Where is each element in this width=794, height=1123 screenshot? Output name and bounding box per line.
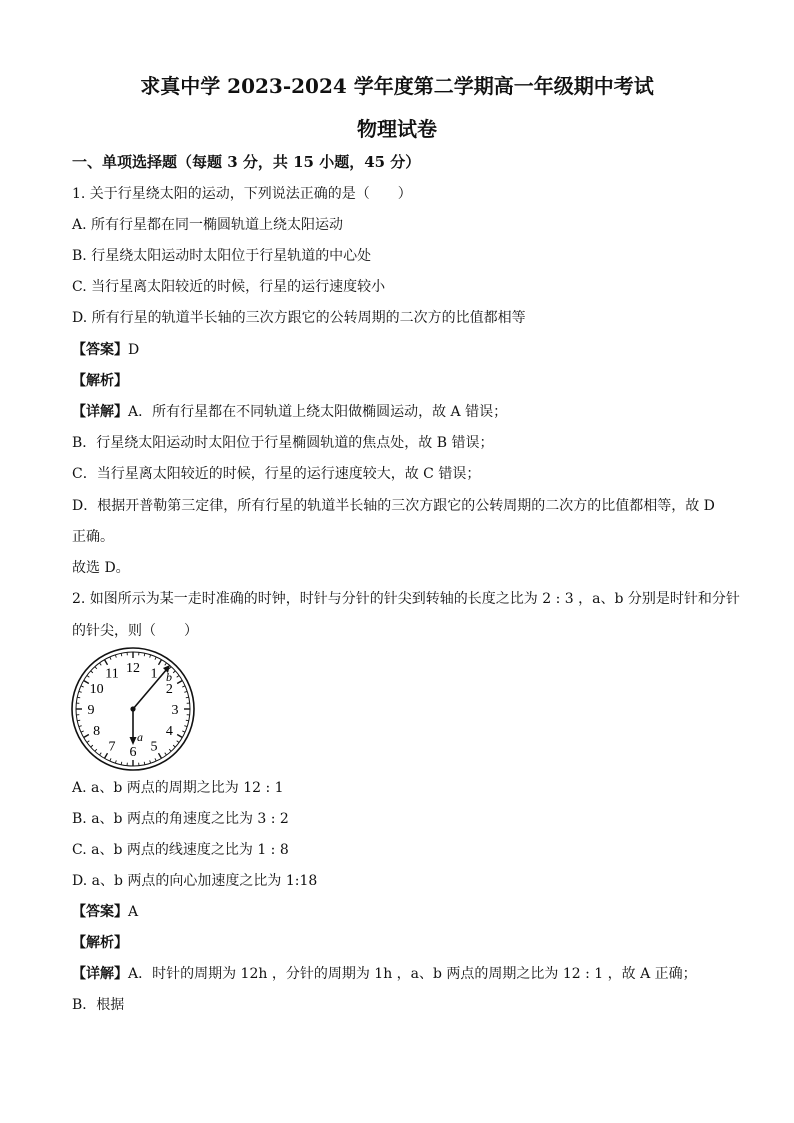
detail-text: A．时针的周期为 12h ，分针的周期为 1h ，a、b 两点的周期之比为 12 : 1 ，故 A 正确；: [128, 966, 697, 982]
q1-stem: 1. 关于行星绕太阳的运动，下列说法正确的是（ ）: [72, 186, 412, 202]
clock-tick: [84, 735, 89, 738]
clock-number: 1: [150, 666, 158, 682]
exam-subtitle: 物理试卷: [357, 117, 437, 141]
q1-detail-line: C．当行星离太阳较近的时候，行星的运行速度较大，故 C 错误；: [72, 466, 481, 482]
q1-analysis-label: 【解析】: [72, 373, 128, 389]
q1-detail-line: B．行星绕太阳运动时太阳位于行星椭圆轨道的焦点处，故 B 错误；: [72, 435, 494, 451]
clock-number: 5: [150, 739, 158, 755]
answer-label: 【答案】: [72, 904, 128, 920]
q1-option-c: C. 当行星离太阳较近的时候，行星的运行速度较小: [72, 279, 386, 295]
q1-option-d: D. 所有行星的轨道半长轴的三次方跟它的公转周期的二次方的比值都相等: [72, 310, 526, 326]
q1-option-b: B. 行星绕太阳运动时太阳位于行星轨道的中心处: [72, 248, 372, 264]
q2-detail-line: [72, 963, 697, 983]
clock-number: 7: [108, 739, 116, 755]
q2-stem-line2: 的针尖，则（ ）: [72, 623, 198, 639]
label-b: b: [166, 670, 172, 684]
q1-conclusion: 故选 D。: [72, 560, 130, 576]
answer-label: 【答案】: [72, 342, 128, 358]
q1-detail-line: 正确。: [72, 529, 114, 545]
clock-tick: [84, 681, 89, 684]
clock-number: 10: [89, 682, 104, 697]
clock-number: 9: [87, 703, 95, 718]
clock-number: 11: [105, 666, 119, 682]
q2-detail-line: B．根据: [72, 997, 125, 1013]
section-heading: 一、单项选择题（每题 3 分，共 15 小题，45 分）: [72, 153, 421, 171]
answer-value: A: [128, 904, 139, 920]
q2-answer: [72, 901, 138, 921]
q2-analysis-label: 【解析】: [72, 935, 128, 951]
clock-tick: [159, 660, 162, 665]
hour-hand-arrow: [130, 737, 137, 745]
clock-number: 2: [165, 682, 173, 697]
clock-number: 3: [171, 703, 179, 718]
detail-label: 【详解】: [72, 966, 128, 982]
clock-number: 6: [129, 745, 137, 760]
q2-stem-line1: 2. 如图所示为某一走时准确的时钟，时针与分针的针尖到转轴的长度之比为 2 : 3 ，a、b 分别是时针和分针: [72, 591, 740, 607]
q2-option-d: D. a、b 两点的向心加速度之比为 1:18: [72, 873, 318, 889]
clock-number: 4: [165, 724, 173, 739]
clock-number: 12: [126, 661, 140, 676]
q2-option-b: B. a、b 两点的角速度之比为 3 : 2: [72, 811, 289, 827]
answer-value: D: [128, 342, 140, 358]
clock-number: 8: [93, 724, 101, 739]
clock-tick: [105, 753, 108, 758]
q1-answer: [72, 339, 139, 359]
q1-detail-line: D．根据开普勒第三定律，所有行星的轨道半长轴的三次方跟它的公转周期的二次方的比值都相等，故 D: [72, 498, 715, 514]
detail-label: 【详解】: [72, 404, 128, 420]
clock-tick: [159, 753, 162, 758]
detail-text: A．所有行星都在不同轨道上绕太阳做椭圆运动，故 A 错误；: [128, 404, 508, 420]
q2-option-a: A. a、b 两点的周期之比为 12 : 1: [72, 780, 284, 796]
q1-option-a: A. 所有行星都在同一椭圆轨道上绕太阳运动: [72, 217, 344, 233]
label-a: a: [137, 730, 143, 744]
q2-option-c: C. a、b 两点的线速度之比为 1 : 8: [72, 842, 289, 858]
q1-detail-line: [72, 401, 507, 421]
clock-tick: [105, 660, 108, 665]
clock-tick: [177, 735, 182, 738]
clock-figure: [70, 646, 196, 772]
clock-center: [130, 706, 135, 711]
clock-tick: [177, 681, 182, 684]
exam-title: 求真中学 2023-2024 学年度第二学期高一年级期中考试: [140, 74, 654, 98]
